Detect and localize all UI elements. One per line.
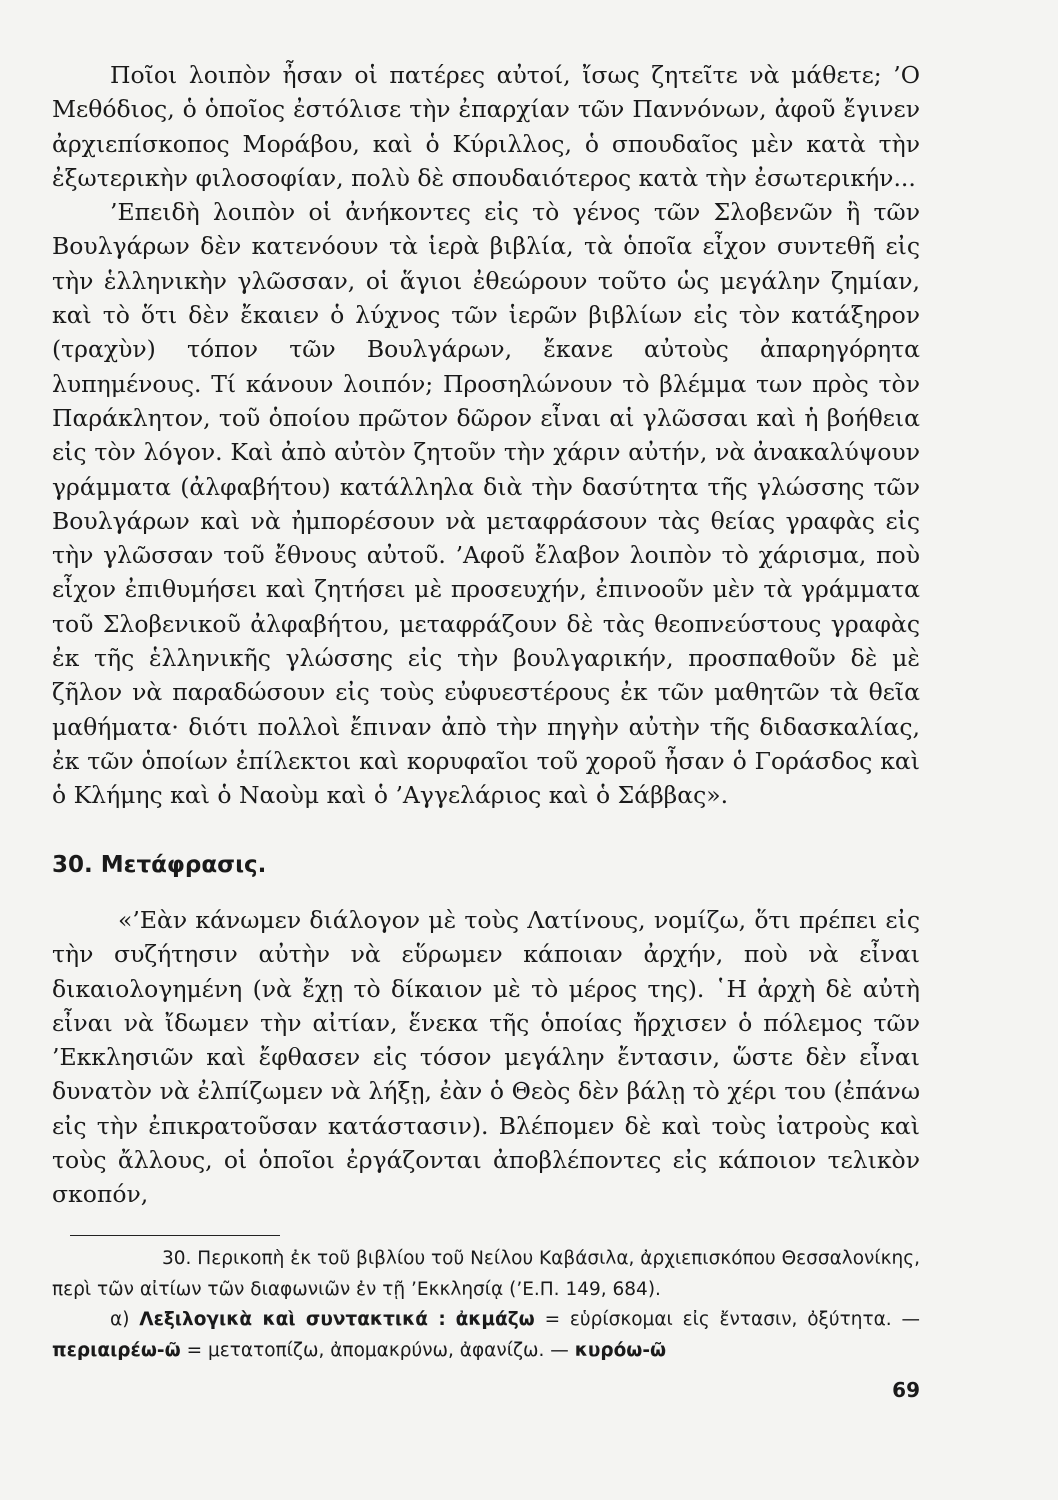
glossary-term-3: κυρόω-ῶ	[574, 1339, 667, 1361]
glossary-label-a: α)	[110, 1309, 130, 1330]
footnote	[52, 1244, 920, 1366]
footnote-divider	[70, 1235, 280, 1236]
page-number: 69	[892, 1378, 920, 1402]
glossary-term-1: ἀκμάζω	[455, 1309, 535, 1330]
glossary-def-1: = εὑρίσκομαι εἰς ἔντασιν, ὀξύτητα. —	[544, 1309, 920, 1330]
main-text	[52, 58, 920, 813]
section-paragraph: «’Εὰν κάνωμεν διάλογον μὲ τοὺς Λατίνους, νομίζω, ὅτι πρέπει εἰς τὴν συζήτησιν αὐτὴν νὰ εὕρωμεν κάποιαν ἀρχήν, ποὺ νὰ εἶναι δικαιολογημένη (νὰ ἔχῃ τὸ δίκαιον μὲ τὸ μέρος της). ῾Η ἀρχὴ δὲ αὐτὴ εἶναι νὰ ἴδωμεν τὴν αἰτίαν, ἕνεκα τῆς ὁποίας ἤρχισεν ὁ πόλεμος τῶν ’Εκκλησιῶν καὶ ἔφθασεν εἰς τόσον μεγάλην ἔντασιν, ὥστε δὲν εἶναι δυνατὸν νὰ ἐλπίζωμεν νὰ λήξῃ, ἐὰν ὁ Θεὸς δὲν βάλῃ τὸ χέρι του (ἐπάνω εἰς τὴν ἐπικρατοῦσαν κατάστασιν). Βλέπομεν δὲ καὶ τοὺς ἰατροὺς καὶ τοὺς ἄλλους, οἱ ὁποῖοι ἐργάζονται ἀποβλέποντες εἰς κάποιον τελικὸν σκοπόν,	[52, 906, 920, 1209]
glossary-term-2: περιαιρέω-ῶ	[52, 1339, 181, 1361]
section-body	[52, 903, 920, 1212]
footnote-glossary	[52, 1305, 920, 1366]
paragraph-1: Ποῖοι λοιπὸν ἦσαν οἱ πατέρες αὐτοί, ἴσως ζητεῖτε νὰ μάθετε; ’Ο Μεθόδιος, ὁ ὁποῖος ἐστόλισε τὴν ἐπαρχίαν τῶν Παννόνων, ἀφοῦ ἔγινεν ἀρχιεπίσκοπος Μοράβου, καὶ ὁ Κύριλλος, ὁ σπουδαῖος μὲν κατὰ τὴν ἐξωτερικὴν φιλοσοφίαν, πολὺ δὲ σπουδαιότερος κατὰ τὴν ἐσωτερικήν...	[52, 61, 920, 192]
paragraph-2: ’Επειδὴ λοιπὸν οἱ ἀνήκοντες εἰς τὸ γένος τῶν Σλοβενῶν ἢ τῶν Βουλγάρων δὲν κατενόουν τὰ ἱερὰ βιβλία, τὰ ὁποῖα εἶχον συντεθῆ εἰς τὴν ἑλληνικὴν γλῶσσαν, οἱ ἅγιοι ἐθεώρουν τοῦτο ὡς μεγάλην ζημίαν, καὶ τὸ ὅτι δὲν ἔκαιεν ὁ λύχνος τῶν ἱερῶν βιβλίων εἰς τὸν κατάξηρον (τραχὺν) τόπον τῶν Βουλγάρων, ἔκανε αὐτοὺς ἀπαρηγόρητα λυπημένους. Τί κάνουν λοιπόν; Προσηλώνουν τὸ βλέμμα των πρὸς τὸν Παράκλητον, τοῦ ὁποίου πρῶτον δῶρον εἶναι αἱ γλῶσσαι καὶ ἡ βοήθεια εἰς τὸν λόγον. Καὶ ἀπὸ αὐτὸν ζητοῦν τὴν χάριν αὐτήν, νὰ ἀνακαλύψουν γράμματα (ἀλφαβήτου) κατάλληλα διὰ τὴν δασύτητα τῆς γλώσσης τῶν Βουλγάρων καὶ νὰ ἠμπορέσουν νὰ μεταφράσουν τὰς θείας γραφὰς εἰς τὴν γλῶσσαν τοῦ ἔθνους αὐτοῦ. ’Αφοῦ ἔλαβον λοιπὸν τὸ χάρισμα, ποὺ εἶχον ἐπιθυμήσει καὶ ζητήσει μὲ προσευχήν, ἐπινοοῦν μὲν τὰ γράμματα τοῦ Σλοβενικοῦ ἀλφαβήτου, μεταφράζουν δὲ τὰς θεοπνεύστους γραφὰς ἐκ τῆς ἑλληνικῆς γλώσσης εἰς τὴν βουλγαρικήν, προσπαθοῦν δὲ μὲ ζῆλον νὰ παραδώσουν εἰς τοὺς εὐφυεστέρους ἐκ τῶν μαθητῶν τὰ θεῖα μαθήματα· διότι πολλοὶ ἔπιναν ἀπὸ τὴν πηγὴν αὐτὴν τῆς διδασκαλίας, ἐκ τῶν ὁποίων ἐπίλεκτοι καὶ κορυφαῖοι τοῦ χοροῦ ἦσαν ὁ Γοράσδος καὶ ὁ Κλήμης καὶ ὁ Ναοὺμ καὶ ὁ ’Αγγελάριος καὶ ὁ Σάββας».	[52, 198, 920, 810]
footnote-source: 30. Περικοπὴ ἐκ τοῦ βιβλίου τοῦ Νείλου Καβάσιλα, ἀρχιεπισκόπου Θεσσαλονίκης, περὶ τῶν αἰτίων τῶν διαφωνιῶν ἐν τῇ ’Εκκλησίᾳ (’Ε.Π. 149, 684).	[52, 1248, 920, 1300]
glossary-heading: Λεξιλογικὰ καὶ συντακτικά :	[139, 1309, 446, 1330]
glossary-def-2: = μετατοπίζω, ἀπομακρύνω, ἀφανίζω. —	[186, 1339, 569, 1361]
section-heading: 30. Μετάφρασις.	[52, 852, 267, 878]
